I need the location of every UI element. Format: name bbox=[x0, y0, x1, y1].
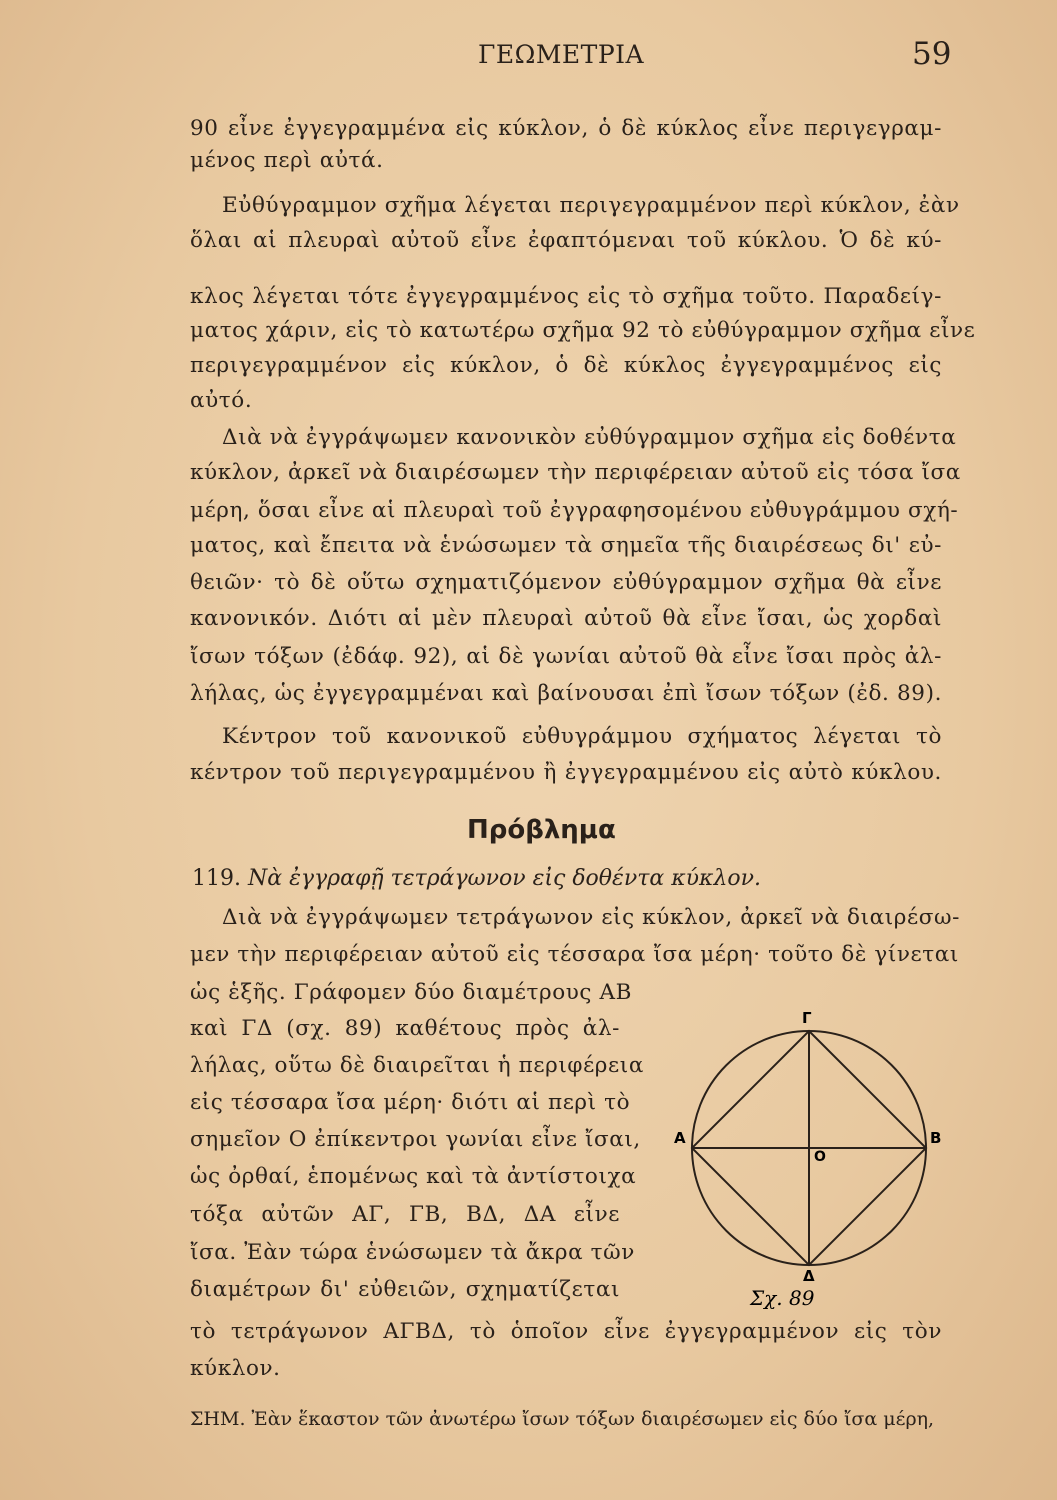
text-line: μέρη, ὅσαι εἶνε αἱ πλευραὶ τοῦ ἐγγραφησομένου εὐθυγράμμου σχή- bbox=[190, 498, 959, 523]
label-o: Ο bbox=[814, 1149, 826, 1165]
text-line: ἴσα. Ἐὰν τώρα ἑνώσωμεν τὰ ἄκρα τῶν bbox=[190, 1240, 635, 1265]
text-line: Διὰ νὰ ἐγγράψωμεν κανονικὸν εὐθύγραμμον σχῆμα εἰς δοθέντα bbox=[222, 425, 957, 450]
page-number: 59 bbox=[912, 36, 952, 72]
text-line: αὐτό. bbox=[190, 388, 253, 413]
text-line: κέντρον τοῦ περιγεγραμμένου ἢ ἐγγεγραμμένου εἰς αὐτὸ κύκλου. bbox=[190, 760, 942, 785]
text-line: κλος λέγεται τότε ἐγγεγραμμένος εἰς τὸ σχῆμα τοῦτο. Παραδείγ- bbox=[190, 284, 942, 309]
text-line: κύκλον. bbox=[190, 1356, 281, 1381]
text-line: Κέντρον τοῦ κανονικοῦ εὐθυγράμμου σχήματος λέγεται τὸ bbox=[222, 724, 942, 749]
problem-statement bbox=[192, 864, 761, 894]
text-line: λήλας, οὕτω δὲ διαιρεῖται ἡ περιφέρεια bbox=[190, 1053, 644, 1078]
geometry-figure bbox=[668, 1005, 948, 1315]
text-line: ὅλαι αἱ πλευραὶ αὐτοῦ εἶνε ἐφαπτόμεναι τοῦ κύκλου. Ὁ δὲ κύ- bbox=[190, 228, 942, 253]
text-line: 90 εἶνε ἐγγεγραμμένα εἰς κύκλον, ὁ δὲ κύκλος εἶνε περιγεγραμ- bbox=[190, 116, 942, 141]
running-header: ΓΕΩΜΕΤΡΙΑ bbox=[478, 40, 645, 69]
text-line: λήλας, ὡς ἐγγεγραμμέναι καὶ βαίνουσαι ἐπὶ ἴσων τόξων (ἐδ. 89). bbox=[190, 681, 942, 706]
label-a: Α bbox=[674, 1129, 686, 1147]
text-line: μεν τὴν περιφέρειαν αὐτοῦ εἰς τέσσαρα ἴσα μέρη· τοῦτο δὲ γίνεται bbox=[190, 942, 959, 967]
text-line: Εὐθύγραμμον σχῆμα λέγεται περιγεγραμμένον περὶ κύκλον, ἐὰν bbox=[222, 193, 960, 218]
text-line: τόξα αὐτῶν ΑΓ, ΓΒ, ΒΔ, ΔΑ εἶνε bbox=[190, 1202, 620, 1227]
text-line: μένος περὶ αὐτά. bbox=[190, 148, 384, 173]
text-line: θειῶν· τὸ δὲ οὕτω σχηματιζόμενον εὐθύγραμμον σχῆμα θὰ εἶνε bbox=[190, 570, 942, 595]
text-line: ὡς ὀρθαί, ἑπομένως καὶ τὰ ἀντίστοιχα bbox=[190, 1164, 637, 1189]
text-line: διαμέτρων δι' εὐθειῶν, σχηματίζεται bbox=[190, 1277, 620, 1302]
figure-caption: Σχ. 89 bbox=[750, 1286, 815, 1310]
text-line: Διὰ νὰ ἐγγράψωμεν τετράγωνον εἰς κύκλον, ἀρκεῖ νὰ διαιρέσω- bbox=[222, 905, 961, 930]
problem-number: 119. bbox=[192, 866, 241, 891]
footnote: ΣΗΜ. Ἐὰν ἕκαστον τῶν ἀνωτέρω ἴσων τόξων διαιρέσωμεν εἰς δύο ἴσα μέρη, bbox=[190, 1408, 935, 1430]
label-b: Β bbox=[930, 1129, 942, 1147]
text-line: ὡς ἑξῆς. Γράφομεν δύο διαμέτρους ΑΒ bbox=[190, 980, 633, 1005]
text-line: σημεῖον Ο ἐπίκεντροι γωνίαι εἶνε ἴσαι, bbox=[190, 1127, 641, 1152]
section-heading: Πρόβλημα bbox=[467, 815, 616, 845]
text-line: εἰς τέσσαρα ἴσα μέρη· διότι αἱ περὶ τὸ bbox=[190, 1090, 631, 1115]
text-line: ματος, καὶ ἔπειτα νὰ ἑνώσωμεν τὰ σημεῖα τῆς διαιρέσεως δι' εὐ- bbox=[190, 533, 942, 558]
text-line: τὸ τετράγωνον ΑΓΒΔ, τὸ ὁποῖον εἶνε ἐγγεγραμμένον εἰς τὸν bbox=[190, 1319, 942, 1344]
text-line: ἴσων τόξων (ἐδάφ. 92), αἱ δὲ γωνίαι αὐτοῦ θὰ εἶνε ἴσαι πρὸς ἀλ- bbox=[190, 644, 942, 669]
label-g: Γ bbox=[802, 1009, 812, 1027]
problem-text: Νὰ ἐγγραφῇ τετράγωνον εἰς δοθέντα κύκλον. bbox=[247, 866, 762, 891]
text-line: ματος χάριν, εἰς τὸ κατωτέρω σχῆμα 92 τὸ εὐθύγραμμον σχῆμα εἶνε bbox=[190, 318, 976, 343]
text-line: κανονικόν. Διότι αἱ μὲν πλευραὶ αὐτοῦ θὰ εἶνε ἴσαι, ὡς χορδαὶ bbox=[190, 606, 942, 631]
text-line: κύκλον, ἀρκεῖ νὰ διαιρέσωμεν τὴν περιφέρειαν αὐτοῦ εἰς τόσα ἴσα bbox=[190, 460, 961, 485]
text-line: καὶ ΓΔ (σχ. 89) καθέτους πρὸς ἀλ- bbox=[190, 1016, 620, 1041]
text-line: περιγεγραμμένον εἰς κύκλον, ὁ δὲ κύκλος ἐγγεγραμμένος εἰς bbox=[190, 353, 942, 378]
label-d: Δ bbox=[803, 1267, 815, 1285]
